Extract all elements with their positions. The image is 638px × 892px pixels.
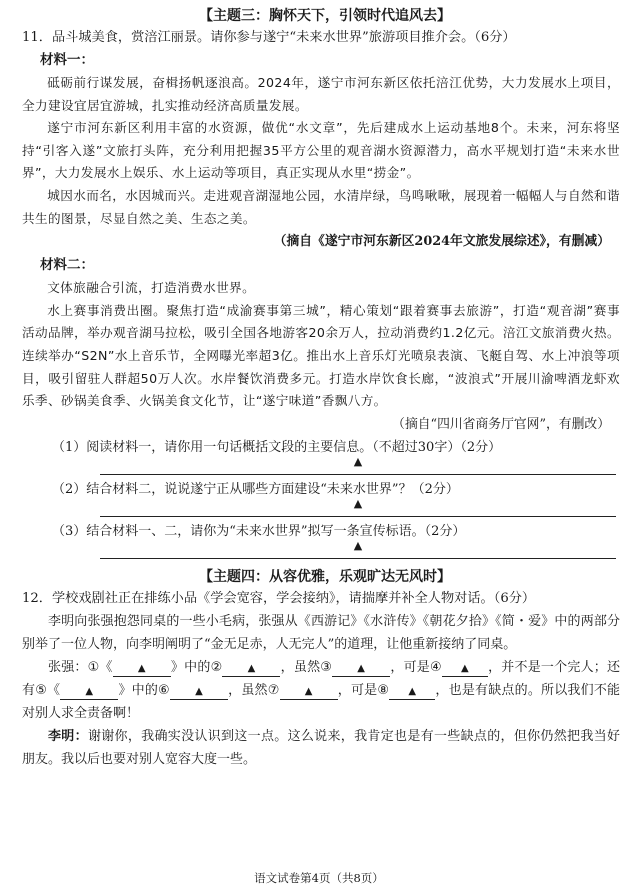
question-12-intro: 李明向张强抱怨同桌的一些小毛病，张强从《西游记》《水浒传》《朝花夕拾》《简・爱》中的两部分别举了一位人物，向李明阐明了“金无足赤，人无完人”的道理，让他重新接纳了同桌。: [22, 613, 620, 652]
material-1-label: 材料一：: [40, 52, 94, 68]
material-1-paragraph-1: 砥砺前行谋发展，奋楫扬帆逐浪高。2024年，遂宁市河东新区依托涪江优势，大力发展水上项目，全力建设宜居宜游城，扎实推动经济高质量发展。: [22, 75, 620, 113]
theme-4-heading: 【主题四：从容优雅，乐观旷达无风时】: [199, 568, 451, 585]
question-12-stem: 12．学校戏剧社正在排练小品《学会宽容，学会接纳》，请揣摩并补全人物对话。（6分）: [22, 590, 536, 606]
speaker-liming: 李明：: [48, 728, 88, 744]
material-2-source: （摘自“四川省商务厅官网”，有删改）: [392, 416, 610, 432]
blank-6[interactable]: ▲: [170, 685, 228, 700]
answer-marker: ▲: [353, 454, 363, 468]
sub-question-2: （2）结合材料二，说说遂宁正从哪些方面建设“未来水世界”？（2分）: [52, 481, 459, 497]
theme-3-heading: 【主题三：胸怀天下，引领时代追风去】: [199, 8, 451, 24]
material-2-paragraph-1: 文体旅融合引流，打造消费水世界。: [47, 280, 256, 296]
zhangqiang-dialogue: 张强：①《 ▲ 》中的② ▲ ，虽然③ ▲ ，可是④ ▲ ，并不是一个完人；还有⑤《 ▲ 》中的⑥ ▲ ，虽然⑦ ▲ ，可是⑧ ▲ ，也是有缺点的。所以我们不能对别人求全责备啊！: [22, 659, 621, 721]
material-1-paragraph-2: 遂宁市河东新区利用丰富的水资源，做优“水文章”，先后建成水上运动基地8个。未来，河东将坚持“引客入遂”文旅打头阵，充分利用把握35平方公里的观音湖水资源潜力，高水平规划打造“未来水世界”，大力发展水上娱乐、水上运动等项目，真正实现从水里“捞金”。: [22, 120, 620, 181]
answer-marker: ▲: [353, 538, 363, 552]
blank-4[interactable]: ▲: [442, 662, 488, 677]
blank-3[interactable]: ▲: [332, 662, 390, 677]
blank-7[interactable]: ▲: [280, 685, 338, 700]
material-1-source: （摘自《遂宁市河东新区2024年文旅发展综述》，有删减）: [273, 234, 610, 250]
blank-2[interactable]: ▲: [222, 662, 280, 677]
sub-question-1: （1）阅读材料一，请你用一句话概括文段的主要信息。（不超过30字）（2分）: [52, 439, 502, 455]
material-1-paragraph-3: 城因水而名，水因城而兴。走进观音湖湿地公园，水清岸绿，鸟鸣啾啾，展现着一幅幅人与自然和谐共生的图景，尽显自然之美、生态之美。: [22, 187, 620, 226]
page-footer: 语文试卷第4页（共8页）: [254, 871, 384, 885]
speaker-zhangqiang: 张强：: [48, 659, 88, 675]
material-2-label: 材料二：: [40, 257, 94, 274]
answer-line-2[interactable]: [100, 496, 616, 517]
answer-line-1[interactable]: [100, 454, 616, 475]
blank-8[interactable]: ▲: [389, 685, 435, 700]
question-11-stem: 11．品斗城美食，赏涪江丽景。请你参与遂宁“未来水世界”旅游项目推介会。（6分）: [22, 30, 516, 45]
sub-question-3: （3）结合材料一、二，请你为“未来水世界”拟写一条宣传标语。（2分）: [52, 523, 466, 539]
liming-dialogue: 李明：谢谢你，我确实没认识到这一点。这么说来，我肯定也是有一些缺点的，但你仍然把我当好朋友。我以后也要对别人宽容大度一些。: [22, 728, 620, 767]
answer-line-3[interactable]: [100, 538, 616, 559]
blank-1[interactable]: ▲: [113, 662, 171, 677]
answer-marker: ▲: [353, 496, 363, 510]
material-2-paragraph-2: 水上赛事消费出圈。聚焦打造“成渝赛事第三城”，精心策划“跟着赛事去旅游”，打造“观音湖”赛事活动品牌，举办观音湖马拉松，吸引全国各地游客20余万人，拉动消费约1.2亿元。涪江文旅消费火热。连续举办“S2N”水上音乐节，全网曝光率超3亿。推出水上音乐灯光喷泉表演、飞艇自驾、水上冲浪等项目，吸引留驻人群超50万人次。水岸餐饮消费多元。打造水岸饮食长廊，“波浪式”开展川渝啤酒龙虾欢乐季、砂锅美食季、火锅美食文化节，让“遂宁味道”香飘八方。: [22, 302, 620, 409]
blank-5[interactable]: ▲: [60, 685, 118, 700]
